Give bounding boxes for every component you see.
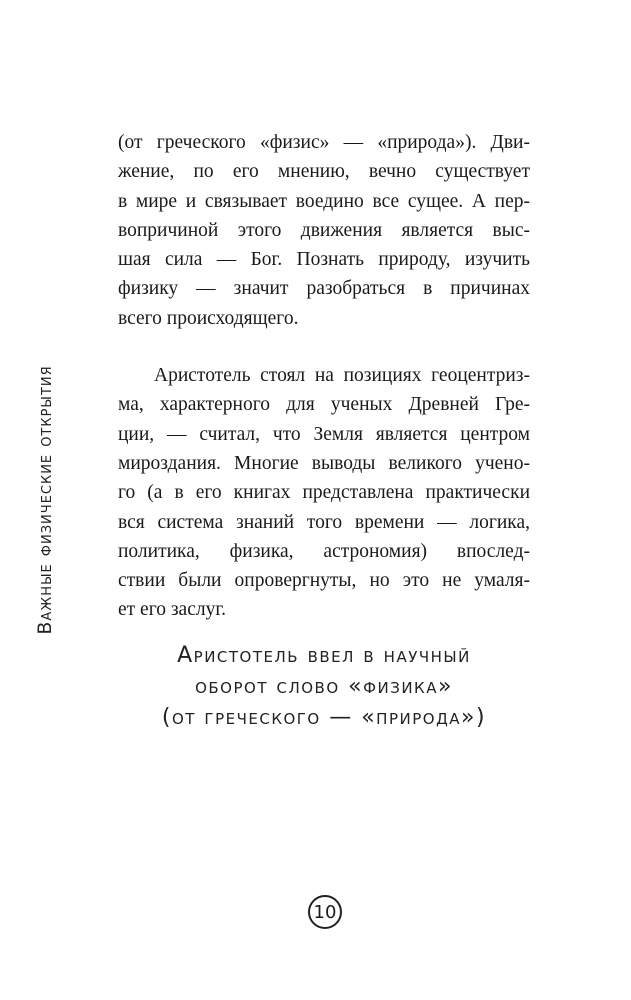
text-line: вопричиной этого движения является выс-	[118, 219, 530, 241]
text-line: Аристотель стоял на позициях геоцентриз-	[154, 365, 530, 387]
text-line: ствии были опровергнуты, но это не умаля-	[118, 570, 530, 592]
paragraph-2	[118, 361, 530, 625]
text-line: ции, — считал, что Земля является центром	[118, 423, 530, 445]
text-line: жение, по его мнению, вечно существует	[118, 161, 530, 183]
pull-quote-line: (от греческого — «природа»)	[161, 705, 487, 730]
text-line: физику — значит разобраться в причинах	[118, 278, 530, 300]
text-line: политика, физика, астрономия) впослед-	[118, 540, 530, 562]
text-line: ма, характерного для ученых Древней Гре-	[118, 394, 530, 416]
pull-quote-line: оборот слово «физика»	[195, 674, 453, 699]
page-number: 10	[308, 895, 342, 929]
running-header: Важные физические открытия	[34, 365, 56, 635]
text-line: вся система знаний того времени — логика,	[118, 511, 530, 533]
body-text	[118, 128, 530, 625]
text-line: шая сила — Бог. Познать природу, изучить	[118, 249, 530, 271]
text-line: мироздания. Многие выводы великого учено-	[118, 452, 530, 474]
paragraph-1	[118, 128, 530, 333]
text-line: в мире и связывает воедино все сущее. А пер-	[118, 190, 530, 212]
text-line: го (а в его книгах представлена практически	[118, 482, 530, 504]
text-line: ет его заслуг.	[118, 599, 227, 621]
pull-quote-line: Аристотель ввел в научный	[177, 643, 471, 668]
text-line: (от греческого «физис» — «природа»). Дви-	[118, 132, 530, 153]
pull-quote	[118, 640, 530, 733]
text-line: всего происходящего.	[118, 307, 299, 329]
